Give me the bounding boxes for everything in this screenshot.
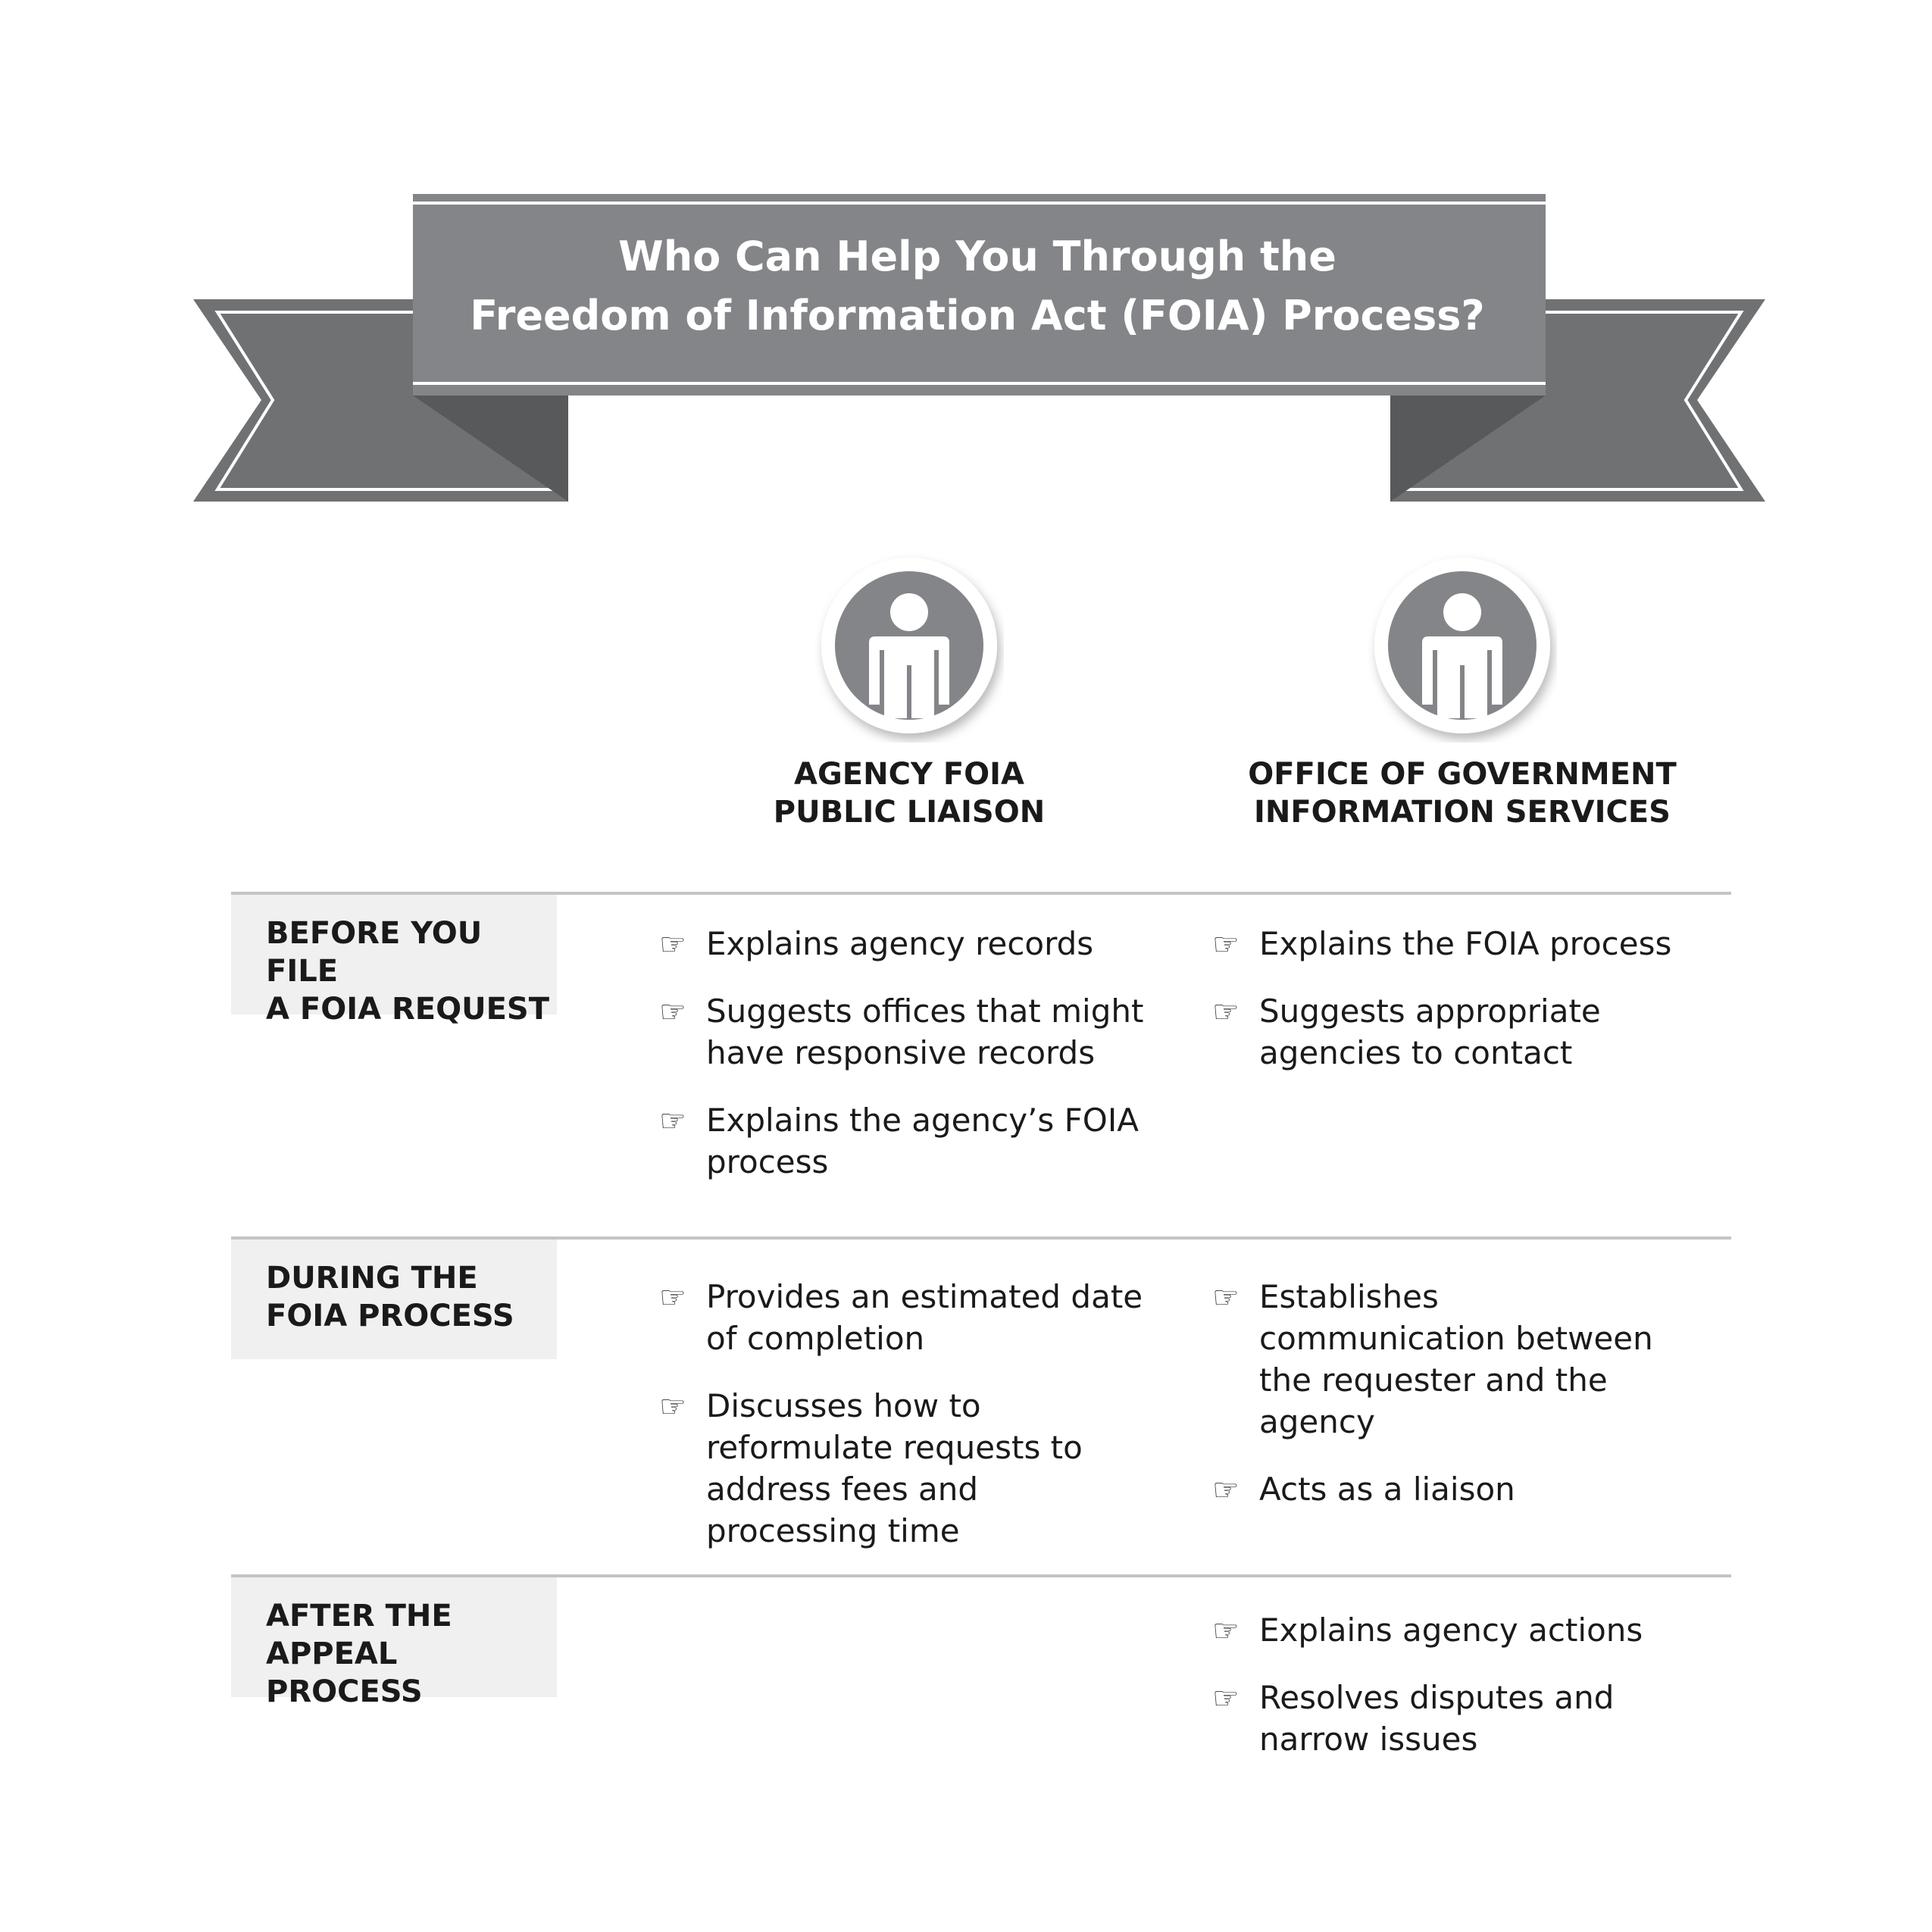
person-icon <box>1368 553 1557 742</box>
pointing-hand-icon: ☞ <box>1212 995 1240 1030</box>
pointing-hand-icon: ☞ <box>659 1280 686 1315</box>
list-item: ☞ Suggests offices that might have responsive records <box>659 993 1144 1071</box>
list-item: ☞ Discusses how to reformulate requests to address fees and processing time <box>659 1387 1083 1549</box>
list-item: ☞ Suggests appropriate agencies to contact <box>1212 993 1601 1071</box>
column-head-liaison: AGENCY FOIA PUBLIC LIAISON <box>773 757 1046 830</box>
pointing-hand-icon: ☞ <box>1212 927 1240 962</box>
title-line-1: Who Can Help You Through the <box>618 233 1336 280</box>
list-item: ☞ Acts as a liaison <box>1212 1468 1667 1510</box>
stage-before-filing: BEFORE YOU FILE A FOIA REQUEST <box>231 895 557 1014</box>
list-item: ☞ Resolves disputes and narrow issues <box>1212 1679 1615 1758</box>
pointing-hand-icon: ☞ <box>659 927 686 962</box>
list-item: ☞ Explains agency actions <box>1212 1609 1682 1651</box>
ogis-before-list <box>1212 923 1705 1099</box>
stage-after-appeal: AFTER THE APPEAL PROCESS <box>231 1577 557 1697</box>
list-item: ☞ Explains the agency’s FOIA process <box>659 1102 1139 1180</box>
page-title <box>413 227 1542 345</box>
pointing-hand-icon: ☞ <box>659 1390 686 1424</box>
stage-during-process: DURING THE FOIA PROCESS <box>231 1240 557 1359</box>
pointing-hand-icon: ☞ <box>659 995 686 1030</box>
ogis-during-list <box>1212 1276 1667 1536</box>
column-head-ogis: OFFICE OF GOVERNMENT INFORMATION SERVICES <box>1248 757 1677 830</box>
liaison-before-list <box>659 923 1144 1208</box>
ogis-after-list <box>1212 1609 1682 1786</box>
list-item: ☞ Explains the FOIA process <box>1212 923 1705 964</box>
pointing-hand-icon: ☞ <box>1212 1614 1240 1649</box>
person-icon <box>814 553 1004 742</box>
pointing-hand-icon: ☞ <box>659 1104 686 1139</box>
list-item: ☞ Establishes communication between the requester and the agency <box>1212 1278 1653 1440</box>
pointing-hand-icon: ☞ <box>1212 1280 1240 1315</box>
title-line-2: Freedom of Information Act (FOIA) Process? <box>470 292 1485 339</box>
pointing-hand-icon: ☞ <box>1212 1681 1240 1716</box>
list-item: ☞ Provides an estimated date of completion <box>659 1278 1143 1357</box>
pointing-hand-icon: ☞ <box>1212 1473 1240 1508</box>
list-item: ☞ Explains agency records <box>659 923 1144 964</box>
liaison-during-list <box>659 1276 1144 1577</box>
